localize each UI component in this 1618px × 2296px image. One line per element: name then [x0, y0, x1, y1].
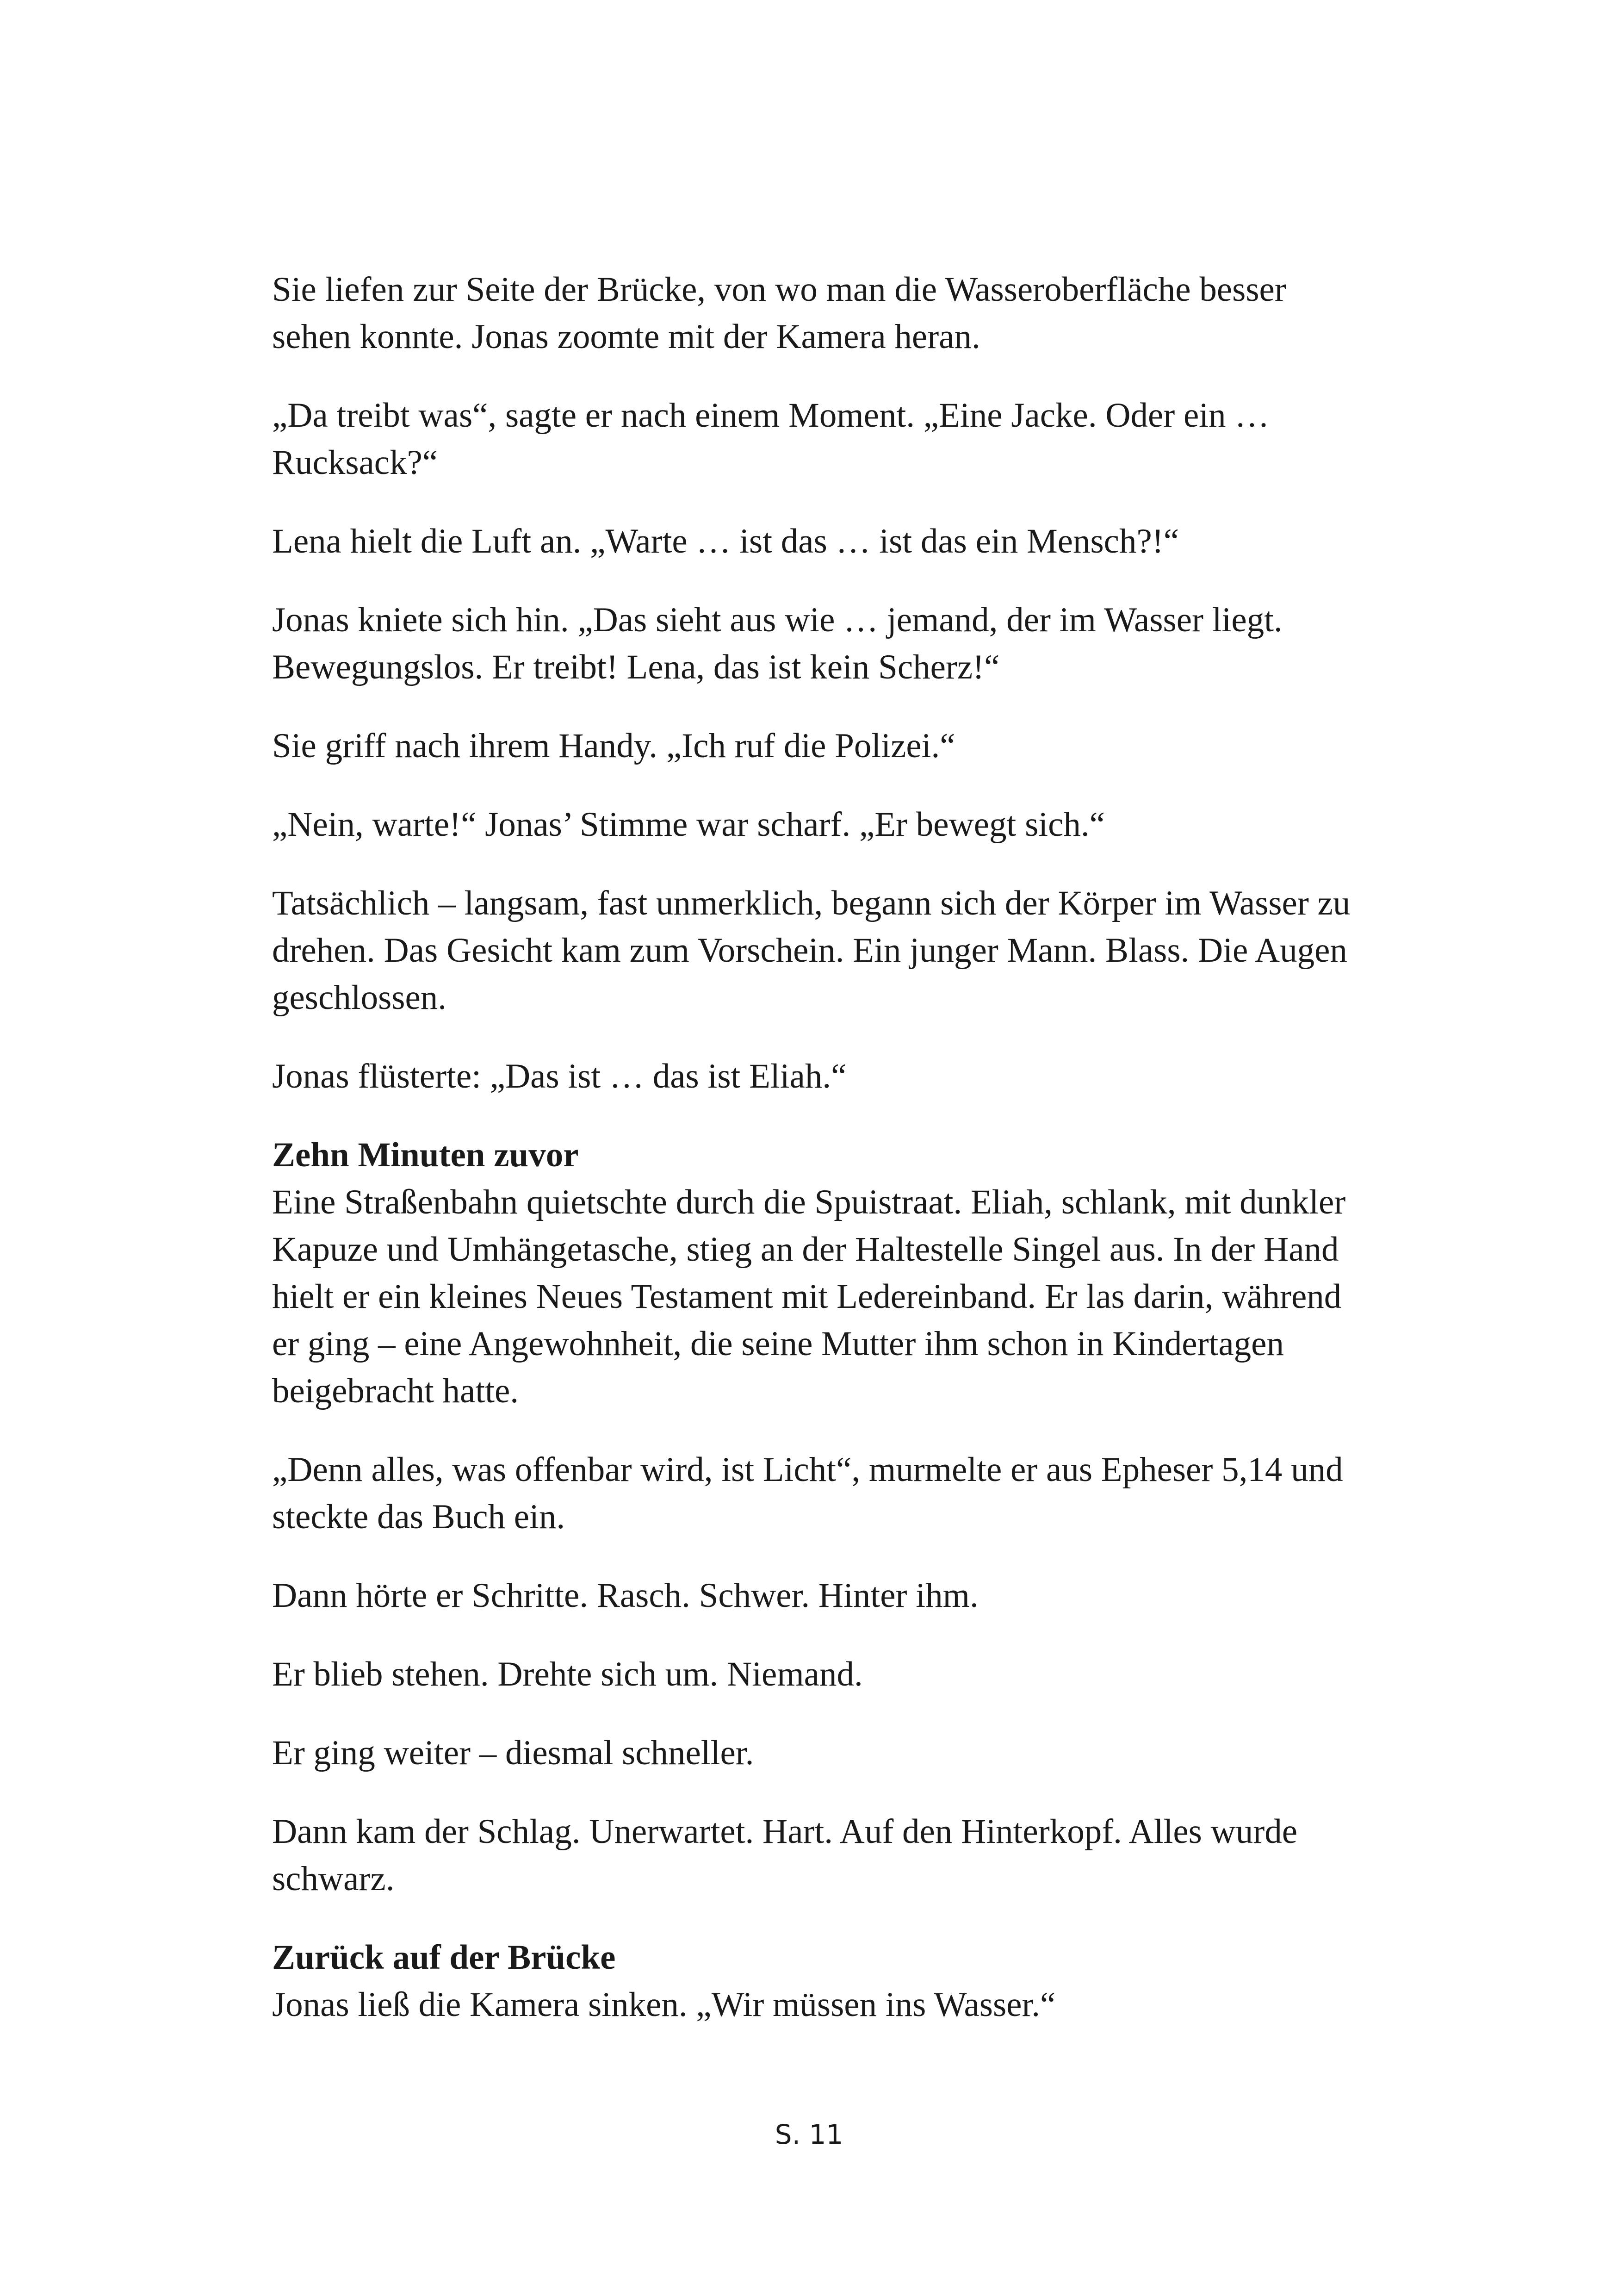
- paragraph: Er blieb stehen. Drehte sich um. Niemand.: [272, 1655, 863, 1693]
- paragraph: Sie griff nach ihrem Handy. „Ich ruf die Polizei.“: [272, 727, 955, 765]
- paragraph: Jonas flüsterte: „Das ist … das ist Eliah.“: [272, 1057, 847, 1095]
- paragraph: Dann hörte er Schritte. Rasch. Schwer. Hinter ihm.: [272, 1576, 979, 1615]
- paragraph: „Nein, warte!“ Jonas’ Stimme war scharf. „Er bewegt sich.“: [272, 805, 1105, 844]
- paragraph: Dann kam der Schlag. Unerwartet. Hart. Auf den Hinterkopf. Alles wurde schwarz.: [272, 1812, 1298, 1898]
- paragraph: Sie liefen zur Seite der Brücke, von wo man die Wasseroberfläche besser sehen konnte. Jonas zoomte mit der Kamera heran.: [272, 270, 1286, 356]
- paragraph: „Da treibt was“, sagte er nach einem Moment. „Eine Jacke. Oder ein … Rucksack?“: [272, 396, 1270, 482]
- paragraph: Jonas kniete sich hin. „Das sieht aus wie … jemand, der im Wasser liegt. Bewegungslos. Er treibt! Lena, das ist kein Scherz!“: [272, 601, 1283, 686]
- section-heading: Zurück auf der Brücke: [272, 1938, 616, 1977]
- section-heading: Zehn Minuten zuvor: [272, 1136, 579, 1174]
- page-body: [272, 266, 1355, 2060]
- paragraph: Lena hielt die Luft an. „Warte … ist das … ist das ein Mensch?!“: [272, 522, 1179, 560]
- paragraph: Tatsächlich – langsam, fast unmerklich, begann sich der Körper im Wasser zu drehen. Das Gesicht kam zum Vorschein. Ein junger Mann. Blass. Die Augen geschlossen.: [272, 884, 1351, 1017]
- page-number: S. 11: [775, 2119, 843, 2150]
- paragraph: „Denn alles, was offenbar wird, ist Licht“, murmelte er aus Epheser 5,14 und steckte das Buch ein.: [272, 1450, 1343, 1536]
- paragraph: Er ging weiter – diesmal schneller.: [272, 1734, 754, 1772]
- paragraph: Jonas ließ die Kamera sinken. „Wir müssen ins Wasser.“: [272, 1985, 1056, 2024]
- paragraph: Eine Straßenbahn quietschte durch die Spuistraat. Eliah, schlank, mit dunkler Kapuze und Umhängetasche, stieg an der Haltestelle Singel aus. In der Hand hielt er ein kleines Neues Testament mit Ledereinband. Er las darin, während er ging – eine Angewohnheit, die seine Mutter ihm schon in Kindertagen beigebracht hatte.: [272, 1183, 1346, 1410]
